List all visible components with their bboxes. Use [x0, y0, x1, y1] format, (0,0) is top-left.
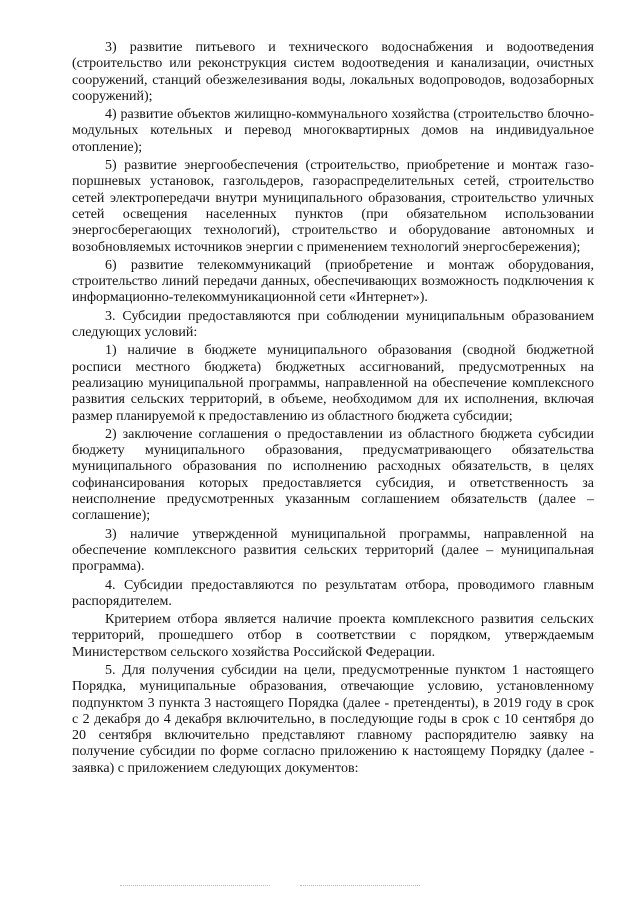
paragraph-telecom: 6) развитие телекоммуникаций (приобретение и монтаж оборудования, строительство линий передачи данных, обеспечивающих возможность подключения к информационно-телекоммуникационной сети «Интернет»).: [72, 257, 594, 306]
paragraph-water-supply: 3) развитие питьевого и технического водоснабжения и водоотведения (строительство или реконструкция систем водоотведения и канализации, очистных сооружений, станций обезжелезивания воды, локальных водопроводов, водозаборных сооружений);: [72, 40, 594, 104]
paragraph-clause-4: 4. Субсидии предоставляются по результатам отбора, проводимого главным распорядителем.: [72, 577, 594, 609]
document-body: [72, 40, 594, 779]
paragraph-clause-3: 3. Субсидии предоставляются при соблюдении муниципальным образованием следующих условий:: [72, 308, 594, 341]
paragraph-energy-supply: 5) развитие энергообеспечения (строительство, приобретение и монтаж газо-поршневых установок, газгольдеров, газораспределительных сетей, строительство сетей электропередачи внутри муниципального образования, строительство уличных сетей освещения населенных пунктов (при обязательном использовании энергосберегающих технологий), строительство и оборудование автономных и возобновляемых источников энергии с применением технологий энергосбережения);: [72, 158, 594, 255]
paragraph-condition-1: 1) наличие в бюджете муниципального образования (сводной бюджетной росписи местного бюджета) бюджетных ассигнований, предусмотренных на реализацию муниципальной программы, направленной на обеспечение комплексного развития сельских территорий, в объеме, необходимом для их исполнения, включая размер планируемой к предоставлению из областного бюджета субсидии;: [72, 343, 594, 424]
paragraph-condition-3: 3) наличие утвержденной муниципальной программы, направленной на обеспечение комплексного развития сельских территорий (далее – муниципальная программа).: [72, 526, 594, 575]
scan-artifact-line: [120, 885, 270, 886]
paragraph-housing-utilities: 4) развитие объектов жилищно-коммунального хозяйства (строительство блочно-модульных котельных и перевод многоквартирных домов на индивидуальное отопление);: [72, 107, 594, 155]
scan-artifact-line: [300, 885, 420, 886]
paragraph-selection-criterion: Критерием отбора является наличие проекта комплексного развития сельских территорий, прошедшего отбор в соответствии с порядком, утверждаемым Министерством сельского хозяйства Российской Федерации.: [72, 612, 594, 660]
paragraph-condition-2: 2) заключение соглашения о предоставлении из областного бюджета субсидии бюджету муниципального образования, предусматривающего обязательства муниципального образования по исполнению расходных обязательств, в целях софинансирования которых предоставляется субсидия, и ответственность за неисполнение предусмотренных указанным соглашением обязательств (далее – соглашение);: [72, 426, 594, 524]
paragraph-clause-5: 5. Для получения субсидии на цели, предусмотренные пунктом 1 настоящего Порядка, муниципальные образования, отвечающие условию, установленному подпунктом 3 пункта 3 настоящего Порядка (далее - претенденты), в 2019 году в срок с 2 декабря до 4 декабря включительно, в последующие годы в срок с 10 сентября до 20 сентября включительно представляют главному распорядителю заявку на получение субсидии по форме согласно приложению к настоящему Порядку (далее - заявка) с приложением следующих документов:: [72, 662, 594, 776]
